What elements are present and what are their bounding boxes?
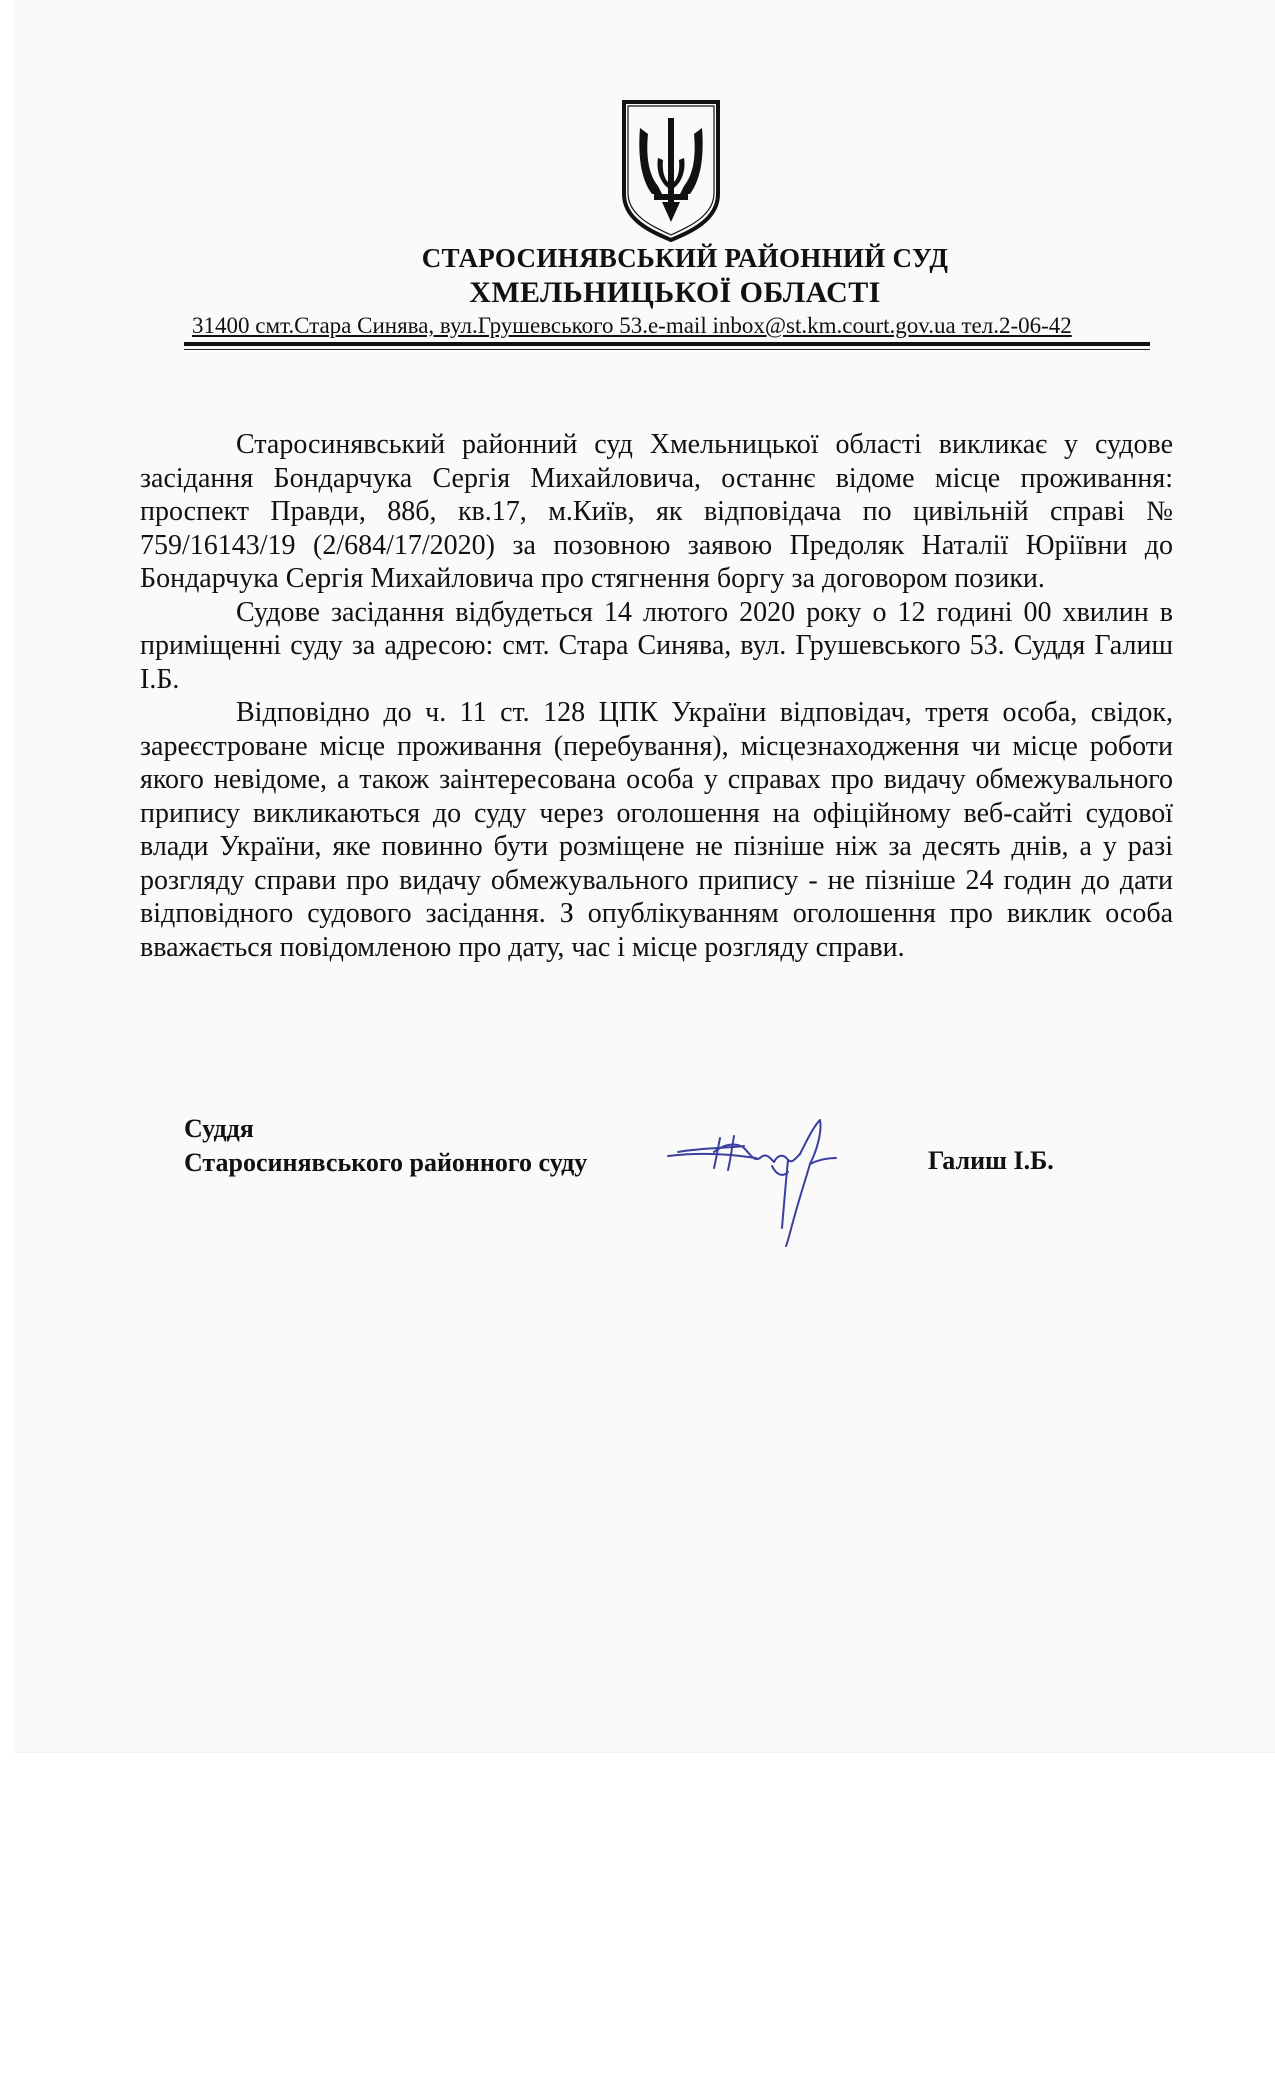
notice-paragraph-2: Судове засідання відбудеться 14 лютого 2020 року о 12 годині 00 хвилин в приміщенні суду за адресою: смт. Стара Синява, вул. Грушевського 53. Суддя Галиш І.Б. bbox=[140, 596, 1173, 695]
signatory-court: Старосинявського районного суду bbox=[184, 1148, 588, 1177]
handwritten-signature bbox=[660, 1108, 890, 1268]
court-name-line-1: СТАРОСИНЯВСЬКИЙ РАЙОННИЙ СУД bbox=[421, 243, 949, 273]
notice-paragraph-1: Старосинявський районний суд Хмельницької області викликає у судове засідання Бондарчука Сергія Михайловича, останнє відоме місце проживання: проспект Правди, 88б, кв.17, м.Київ, як відповідача по цивільній справі № 759/16143/19 (2/684/17/2020) за позовною заявою Предоляк Наталії Юріївни до Бондарчука Сергія Михайловича про стягнення боргу за договором позики. bbox=[140, 429, 1173, 594]
trident-coat-of-arms-icon bbox=[618, 98, 724, 242]
signatory-title: Суддя bbox=[184, 1114, 254, 1143]
court-name-line-2: ХМЕЛЬНИЦЬКОЇ ОБЛАСТІ bbox=[469, 276, 881, 309]
header-divider-thick bbox=[184, 342, 1150, 346]
notice-paragraph-3: Відповідно до ч. 11 ст. 128 ЦПК України відповідач, третя особа, свідок, зареєстроване місце проживання (перебування), місцезнаходження чи місце роботи якого невідоме, а також заінтересована особа у справах про видачу обмежувального припису викликаються до суду через оголошення на офіційному веб-сайті судової влади України, яке повинно бути розміщене не пізніше ніж за десять днів, а у разі розгляду справи про видачу обмежувального припису - не пізніше 24 годин до дати відповідного судового засідання. З опублікуванням оголошення про виклик особа вважається повідомленою про дату, час і місце розгляду справи. bbox=[140, 697, 1173, 963]
signatory-name: Галиш І.Б. bbox=[928, 1146, 1054, 1175]
notice-body bbox=[140, 428, 1173, 964]
court-address: 31400 смт.Стара Синява, вул.Грушевського 53.e-mail inbox@st.km.court.gov.ua тел.2-06-42 bbox=[192, 313, 1072, 338]
header-divider-thin bbox=[184, 349, 1150, 350]
